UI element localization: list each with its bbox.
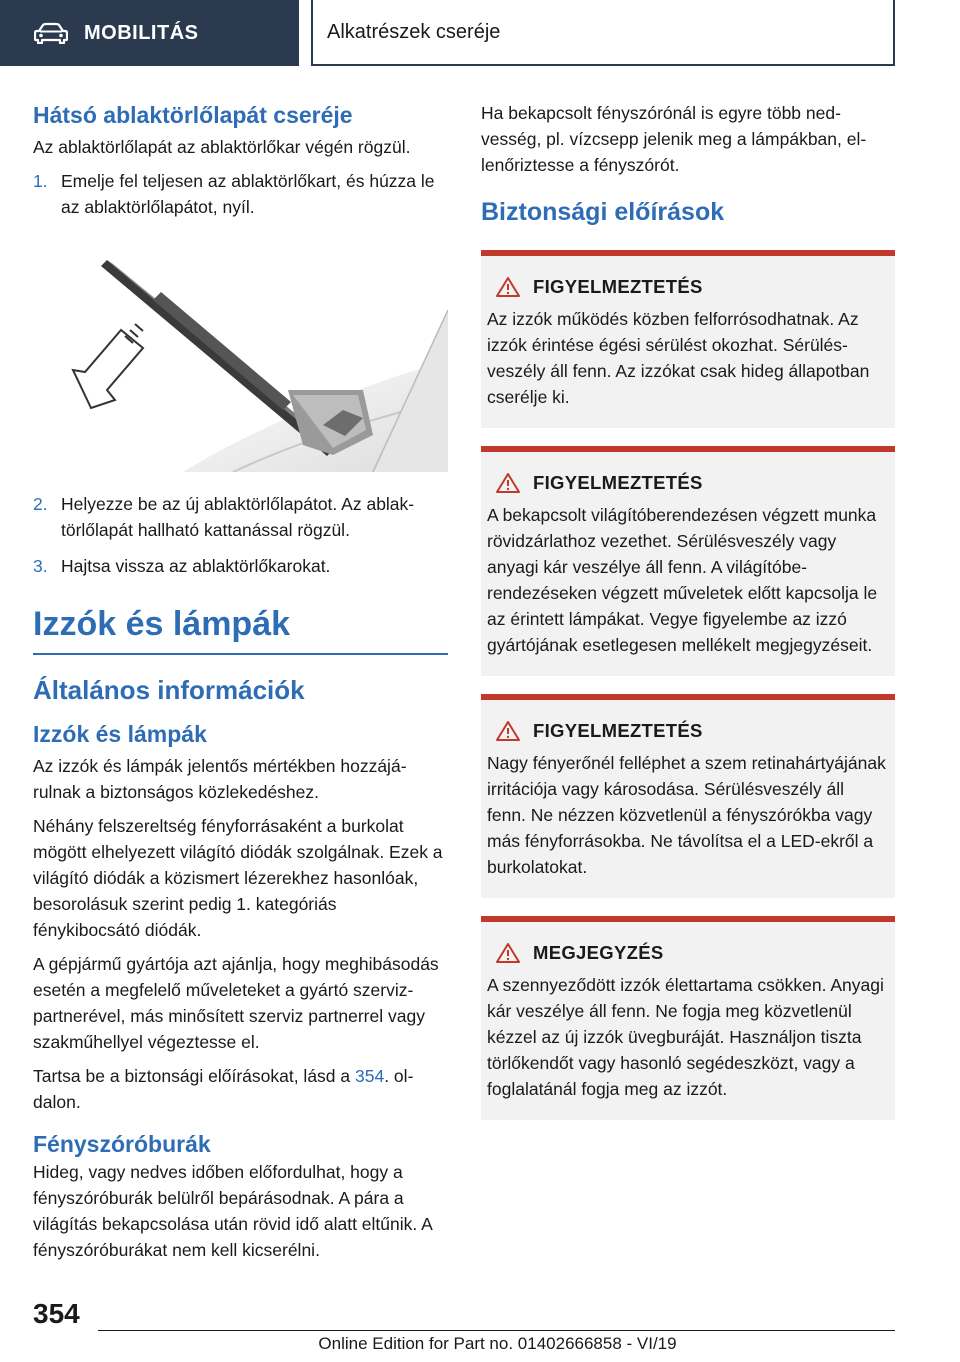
footer-divider [98, 1330, 895, 1331]
page-header [0, 0, 960, 66]
warning-text: Az izzók működés közben felforrósodhatnak. Az izzók érintése égési sérülést okozhat. Sérülésveszély áll fenn. Az izzókat csak hideg állapotban cserélje ki. [487, 309, 870, 407]
edition-note: Online Edition for Part no. 01402666858 - VI/19 [318, 1334, 677, 1353]
warning-box [481, 694, 895, 898]
bulbs-subheading: Izzók és lámpák [33, 721, 207, 747]
warning-box [481, 250, 895, 428]
safety-heading: Biztonsági előírások [481, 198, 725, 226]
warning-label: FIGYELMEZTETÉS [533, 720, 703, 741]
wiper-intro: Az ablaktörlőlapát az ablaktörlőkar végén rögzül. [33, 137, 411, 157]
warning-title [487, 720, 887, 742]
warning-label: FIGYELMEZTETÉS [533, 276, 703, 297]
wiper-steps-continued [33, 491, 448, 579]
step-number: 3. [33, 556, 48, 576]
reference-suffix: . oldalon. [33, 1066, 414, 1112]
step-number: 1. [33, 171, 48, 191]
headlight-paragraph: Hideg, vagy nedves időben előfordulhat, hogy a fényszóróburák belülről bepárásodnak. A pára a világítás bekapcsolása után rövid idő alatt eltűnik. A fényszóróburákat nem kell kicserélni. [33, 1162, 432, 1260]
reference-text: Tartsa be a biztonsági előírásokat, lásd a [33, 1066, 355, 1086]
notice-text: A szennyeződött izzók élettartama csökken. Anyagi kár veszélye áll fenn. Ne fogja meg közvetlenül kézzel az új izzók üvegburáját. Használjon tiszta törlőkendőt vagy hasonló segédeszközt, vagy a foglalatánál fogja meg az izzót. [487, 975, 884, 1099]
section-label: MOBILITÁS [84, 21, 199, 44]
bulbs-paragraph-4 [33, 1063, 448, 1115]
warning-text: Nagy fényerőnél felléphet a szem retinahártyájának irritációja vagy károsodása. Sérülésveszély áll fenn. Ne nézzen közvetlenül a fényszórókba vagy más fényforrásokba. Ne távolítsa el a LED-ekről a burkolatokat. [487, 753, 886, 877]
warning-triangle-icon [495, 720, 521, 742]
warning-box [481, 446, 895, 676]
warning-text: A bekapcsolt világítóberendezésen végzett munka rövidzárlathoz vezethet. Sérülésveszély vagy anyagi kár veszélye áll fenn. A világítóberendezéseken végzett műveletek előtt kapcsolja le az érintett lámpákat. Vegye figyelembe az izzó gyártójának esetlegesen mellékelt megjegyzéseit. [487, 505, 878, 655]
notice-label: MEGJEGYZÉS [533, 942, 664, 963]
warning-label: FIGYELMEZTETÉS [533, 472, 703, 493]
general-info-heading: Általános információk [33, 675, 305, 705]
notice-box [481, 916, 895, 1120]
page-reference-link[interactable]: 354 [355, 1066, 385, 1086]
section-tab [0, 0, 299, 66]
wiper-steps [33, 168, 448, 220]
warning-triangle-icon [495, 942, 521, 964]
chapter-label: Alkatrészek cseréje [327, 20, 501, 43]
bulbs-paragraph-1: Az izzók és lámpák jelentős mértékben hozzájárulnak a biztonságos közlekedéshez. [33, 756, 407, 802]
left-column [33, 100, 448, 1271]
step-1 [33, 168, 448, 220]
page-number: 354 [33, 1298, 80, 1329]
headlight-heading: Fényszóróburák [33, 1131, 211, 1157]
step-number: 2. [33, 494, 48, 514]
step-2 [33, 491, 448, 543]
headlight-intro: Ha bekapcsolt fényszórónál is egyre több nedvesség, pl. vízcsepp jelenik meg a lámpákban, ellenőriztesse a fényszórót. [481, 103, 867, 175]
right-column [481, 100, 895, 1138]
bulbs-paragraph-3: A gépjármű gyártója azt ajánlja, hogy meghibásodás esetén a megfelelő műveleteket a gyártó szerviz-partnerével, más minősített szerviz partnerrel vagy szakműhellyel végeztesse el. [33, 954, 439, 1052]
step-text: Helyezze be az új ablaktörlőlapátot. Az ablaktörlőlapát hallható kattanással rögzül. [61, 494, 415, 540]
notice-title [487, 942, 887, 964]
warning-title [487, 276, 887, 298]
step-text: Hajtsa vissza az ablaktörlőkarokat. [61, 556, 331, 576]
car-icon [34, 22, 68, 44]
bulbs-paragraph-2: Néhány felszereltség fényforrásaként a burkolat mögött elhelyezett világító diódák szolgálnak. Ezek a világító diódák a közismert lézerekhez hasonlóak, besorolásuk szerint pedig 1. kategóriás fénykibocsátó diódák. [33, 816, 443, 940]
warning-triangle-icon [495, 472, 521, 494]
wiper-illustration [33, 240, 448, 472]
step-text: Emelje fel teljesen az ablaktörlőkart, és húzza le az ablaktörlőlapátot, nyíl. [61, 171, 435, 217]
bulbs-heading: Izzók és lámpák [33, 603, 448, 655]
chapter-tab [311, 0, 895, 66]
step-3 [33, 553, 448, 579]
warning-triangle-icon [495, 276, 521, 298]
warning-title [487, 472, 887, 494]
wiper-heading: Hátsó ablaktörlőlapát cseréje [33, 102, 353, 128]
